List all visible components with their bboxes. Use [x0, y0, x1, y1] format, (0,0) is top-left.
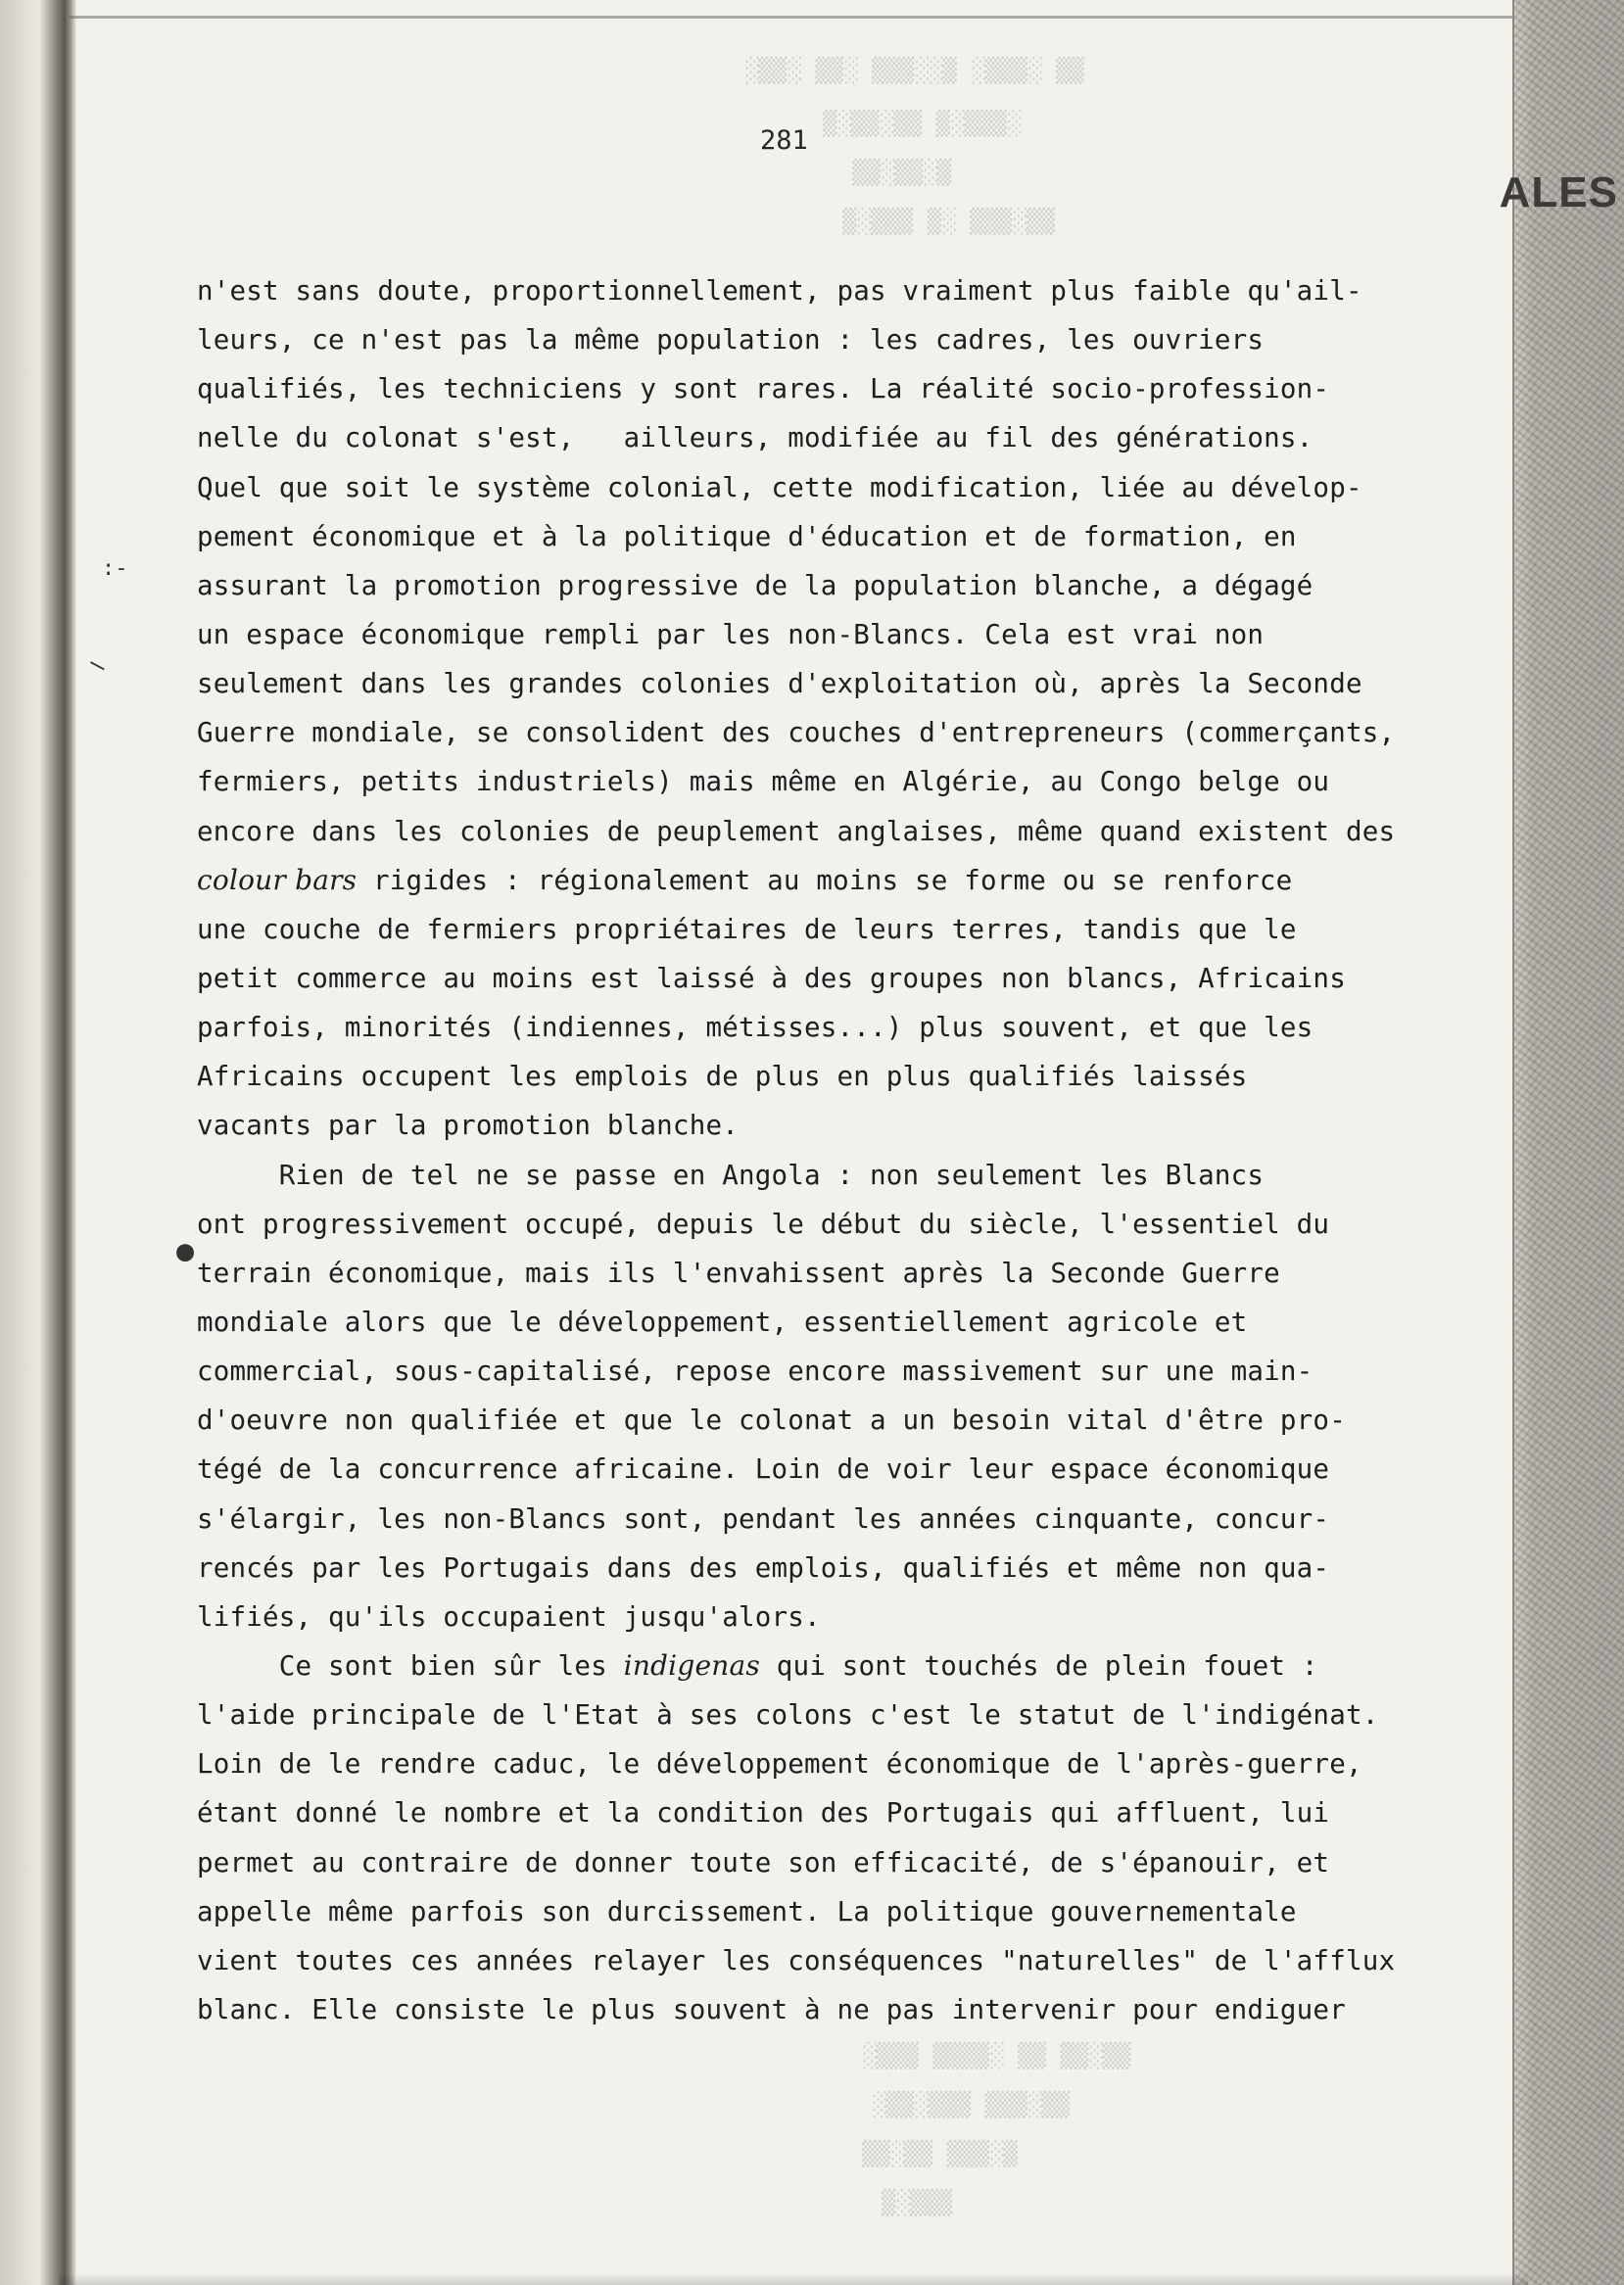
text-line: terrain économique, mais ils l'envahissent après la Seconde Guerre [197, 1257, 1280, 1289]
bleed-through-mark: ▒▒░▒▒▒ ░▒ ▒▒▒░▒ [842, 208, 1055, 235]
text-line: blanc. Elle consiste le plus souvent à ne pas intervenir pour endiguer [197, 1993, 1346, 2025]
bleed-through-mark: ░▒▒▒░▒ ▒▒░▒▒░▒ [823, 110, 1022, 137]
paragraph [197, 1151, 1402, 1642]
text-line: seulement dans les grandes colonies d'exploitation où, après la Seconde [197, 668, 1362, 700]
page-bottom-shadow [59, 2273, 1528, 2285]
adjacent-page-fragment: ALES [1499, 168, 1618, 216]
text-line: Rien de tel ne se passe en Angola : non seulement les Blancs [197, 1159, 1265, 1191]
text-line: une couche de fermiers propriétaires de leurs terres, tandis que le [197, 913, 1297, 945]
text-line: permet au contraire de donner toute son efficacité, de s'épanouir, et [197, 1846, 1330, 1879]
bleed-through-mark: ▒░▒▒▒ ▒▒░▒▒ [862, 2140, 1018, 2167]
page-number: 281 [760, 125, 808, 156]
text-line: pement économique et à la politique d'éducation et de formation, en [197, 520, 1297, 552]
text-line: rencés par les Portugais dans des emplois, qualifiés et même non qua- [197, 1551, 1330, 1584]
text-line: encore dans les colonies de peuplement anglaises, même quand existent des [197, 815, 1396, 847]
bleed-through-mark: ▒▒░▒▒▒ ▒▒▒░▒▒░ [872, 2091, 1071, 2118]
text-line: leurs, ce n'est pas la même population : les cadres, les ouvriers [197, 324, 1265, 357]
body-text [197, 266, 1402, 2034]
text-line [197, 856, 1402, 905]
text-line: assurant la promotion progressive de la population blanche, a dégagé [197, 569, 1314, 601]
binding-edge [0, 0, 76, 2285]
text-line: lifiés, qu'ils occupaient jusqu'alors. [197, 1600, 821, 1633]
text-line: petit commerce au moins est laissé à des groupes non blancs, Africains [197, 962, 1346, 994]
text-line: étant donné le nombre et la condition des Portugais qui affluent, lui [197, 1797, 1330, 1830]
bleed-through-mark: ▒▒▒░▒ [882, 2189, 953, 2216]
margin-mark: — [83, 648, 112, 682]
paragraph [197, 1642, 1402, 2034]
text-line: d'oeuvre non qualifiée et que le colonat a un besoin vital d'être pro- [197, 1404, 1346, 1437]
text-line: vient toutes ces années relayer les conséquences "naturelles" de l'afflux [197, 1944, 1396, 1976]
italic-phrase: colour bars [197, 863, 358, 896]
text-line: Quel que soit le système colonial, cette modification, liée au dévelop- [197, 471, 1362, 503]
text-line: vacants par la promotion blanche. [197, 1110, 739, 1142]
text-span: rigides : régionalement au moins se forme ou se renforce [357, 864, 1293, 896]
text-line: Guerre mondiale, se consolident des couches d'entrepreneurs (commerçants, [197, 717, 1396, 749]
text-line: parfois, minorités (indiennes, métisses...) plus souvent, et que les [197, 1012, 1314, 1044]
text-line [197, 1642, 1402, 1690]
italic-word: indigenas [623, 1648, 760, 1682]
text-line: un espace économique rempli par les non-Blancs. Cela est vrai non [197, 618, 1265, 650]
paragraph [197, 266, 1402, 1151]
adjacent-page-edge [1499, 0, 1624, 2285]
bleed-through-mark: ▒▒░▒▒ ▒▒ ░▒▒▒▒ ▒▒▒░ [862, 2042, 1131, 2070]
text-line: Africains occupent les emplois de plus en plus qualifiés laissés [197, 1061, 1248, 1093]
text-line: fermiers, petits industriels) mais même en Algérie, au Congo belge ou [197, 766, 1330, 798]
margin-mark: :- [102, 556, 128, 581]
text-line: tégé de la concurrence africaine. Loin de voir leur espace économique [197, 1453, 1330, 1486]
bleed-through-mark: ▒░▒▒░▒▒ [852, 159, 952, 186]
text-line: ont progressivement occupé, depuis le début du siècle, l'essentiel du [197, 1208, 1330, 1240]
text-line: mondiale alors que le développement, essentiellement agricole et [197, 1306, 1248, 1338]
top-edge-rule [69, 16, 1518, 19]
text-line: nelle du colonat s'est, ailleurs, modifiée au fil des générations. [197, 422, 1314, 454]
bleed-through-mark: ▒▒ ░▒▒▒░ ▒░░▒▒▒ ░▒▒ ░▒▒░ [744, 57, 1084, 84]
text-line: l'aide principale de l'Etat à ses colons c'est le statut de l'indigénat. [197, 1699, 1379, 1732]
text-line: Loin de le rendre caduc, le développement économique de l'après-guerre, [197, 1748, 1362, 1781]
text-line: qualifiés, les techniciens y sont rares. La réalité socio-profession- [197, 373, 1330, 405]
text-line: appelle même parfois son durcissement. La politique gouvernementale [197, 1895, 1297, 1928]
text-line: n'est sans doute, proportionnellement, pas vraiment plus faible qu'ail- [197, 275, 1362, 307]
margin-mark: ● [176, 1234, 195, 1268]
text-span: Ce sont bien sûr les [197, 1649, 624, 1682]
text-line: s'élargir, les non-Blancs sont, pendant les années cinquante, concur- [197, 1502, 1330, 1535]
text-line: commercial, sous-capitalisé, repose encore massivement sur une main- [197, 1356, 1314, 1388]
text-span: qui sont touchés de plein fouet : [759, 1649, 1318, 1682]
